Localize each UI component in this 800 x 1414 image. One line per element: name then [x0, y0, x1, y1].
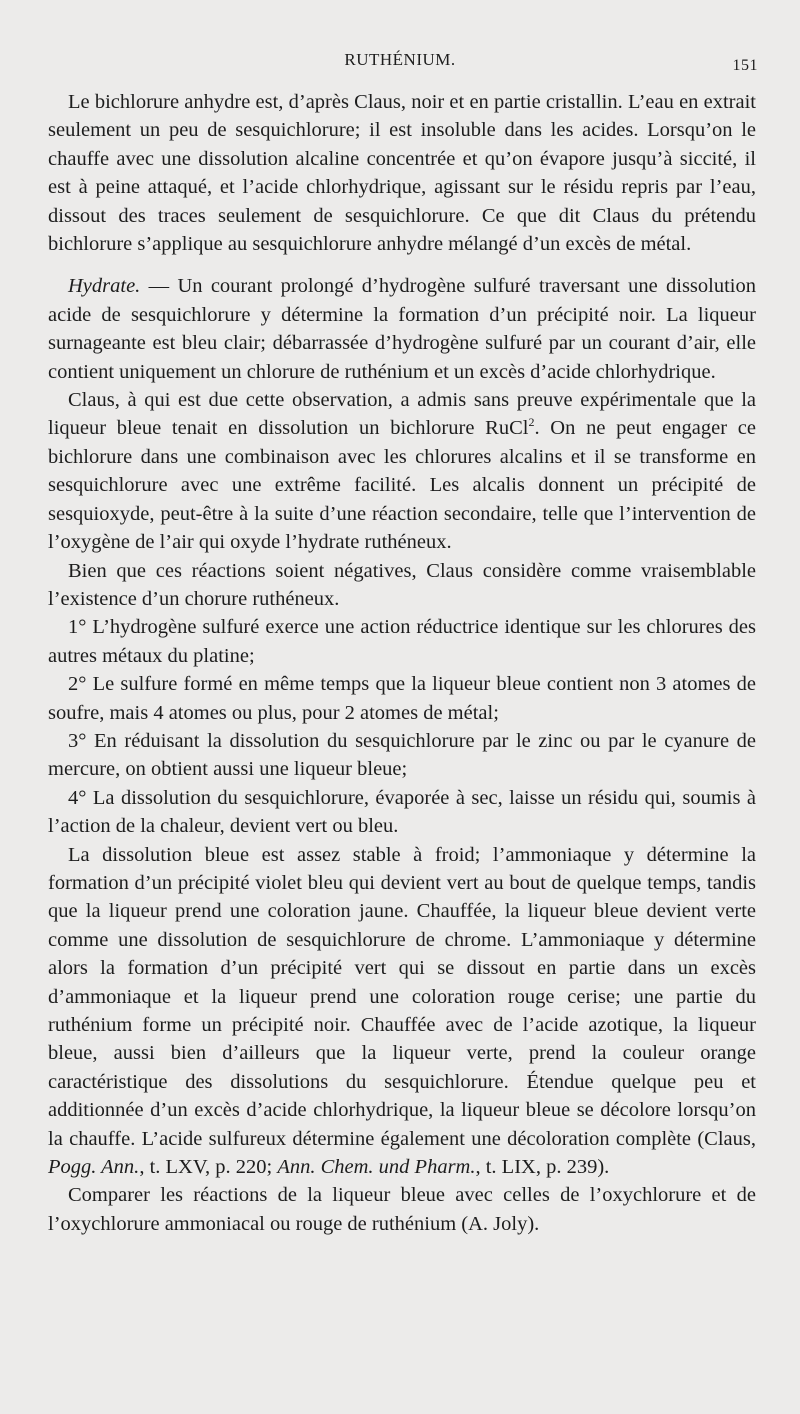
- page-number: 151: [732, 57, 758, 74]
- list-item-2: 2° Le sulfure formé en même temps que la liqueur bleue contient non 3 atomes de soufre, mais 4 atomes ou plus, pour 2 atomes de métal;: [48, 673, 756, 724]
- blue-solution-text: La dissolution bleue est assez stable à froid; l’ammoniaque y détermine la formation d’un précipité violet bleu qui devient vert au bout de quelque temps, tandis que la liqueur prend une coloration jaune. Chauffée, la liqueur bleue devient verte comme une dissolution de sesquichlorure de chrome. L’ammoniaque y détermine alors la formation d’un précipité vert qui se dissout en partie dans un excès d’ammoniaque et la liqueur prend une coloration rouge cerise; une partie du ruthénium forme un précipité noir. Chauffée avec de l’acide azotique, la liqueur bleue, aussi bien d’ailleurs que la liqueur verte, prend la couleur orange caractéristique des dissolutions du sesquichlorure. Étendue quelque peu et additionnée d’un excès d’acide chlorhydrique, la liqueur bleue se décolore lorsqu’on la chauffe. L’acide sulfureux détermine également une décoloration complète (Claus,: [48, 843, 756, 1150]
- hydrate-text: — Un courant prolongé d’hydrogène sulfuré traversant une dissolution acide de sesquichlorure y détermine la formation d’un précipité noir. La liqueur surnageante est bleu clair; débarrassée d’hydrogène sulfuré par un courant d’air, elle contient uniquement un chlorure de ruthénium et un excès d’acide chlorhydrique.: [48, 275, 756, 383]
- paragraph-hydrate: [48, 272, 756, 386]
- citation-text-b: , t. LIX, p. 239).: [475, 1156, 610, 1179]
- citation-pogg: Pogg. Ann.: [48, 1156, 140, 1179]
- running-title: RUTHÉNIUM.: [344, 50, 456, 69]
- list-item-1: 1° L’hydrogène sulfuré exerce une action réductrice identique sur les chlorures des autres métaux du platine;: [48, 616, 756, 667]
- citation-ann-chem: Ann. Chem. und Pharm.: [277, 1156, 476, 1179]
- list-item-3: 3° En réduisant la dissolution du sesquichlorure par le zinc ou par le cyanure de mercure, on obtient aussi une liqueur bleue;: [48, 729, 756, 781]
- paragraph-compare: Comparer les réactions de la liqueur bleue avec celles de l’oxychlorure et de l’oxychlorure ammoniacal ou rouge de ruthénium (A. Joly).: [48, 1184, 756, 1235]
- claus-text-b: . On ne peut engager ce bichlorure dans une combinaison avec les chlorures alcalins et il se transforme en sesquichlorure avec une extrême facilité. Les alcalis donnent un précipité de sesquioxyde, peut-être à la suite d’une réaction secondaire, telle que l’intervention de l’oxygène de l’air qui oxyde l’hydrate ruthéneux.: [48, 417, 756, 554]
- paragraph-claus-considers: Bien que ces réactions soient négatives, Claus considère comme vraisemblable l’existence d’un chorure ruthéneux.: [48, 559, 756, 610]
- claus-text-a: Claus, à qui est due cette observation, a admis sans preuve expérimentale que la liqueur bleue tenait en dissolution un bichlorure RuCl: [48, 389, 756, 440]
- body-text: [48, 88, 756, 1238]
- citation-text-a: , t. LXV, p. 220;: [139, 1156, 278, 1179]
- paragraph-blue-solution: [48, 841, 756, 1182]
- paragraph-claus-observation: [48, 386, 756, 556]
- hydrate-heading: Hydrate.: [68, 275, 141, 298]
- paragraph-bichlorure: Le bichlorure anhydre est, d’après Claus, noir et en partie cristallin. L’eau en extrait seulement un peu de sesquichlorure; il est insoluble dans les acides. Lorsqu’on le chauffe avec une dissolution alcaline concentrée et qu’on évapore jusqu’à siccité, il est à peine attaqué, et l’acide chlorhydrique, agissant sur le résidu repris par l’eau, dissout des traces seulement de sesquichlorure. Ce que dit Claus du prétendu bichlorure s’applique au sesquichlorure anhydre mélangé d’un excès de métal.: [48, 91, 756, 256]
- formula-subscript: 2: [528, 415, 535, 430]
- list-item-4: 4° La dissolution du sesquichlorure, évaporée à sec, laisse un résidu qui, soumis à l’action de la chaleur, devient vert ou bleu.: [48, 786, 756, 838]
